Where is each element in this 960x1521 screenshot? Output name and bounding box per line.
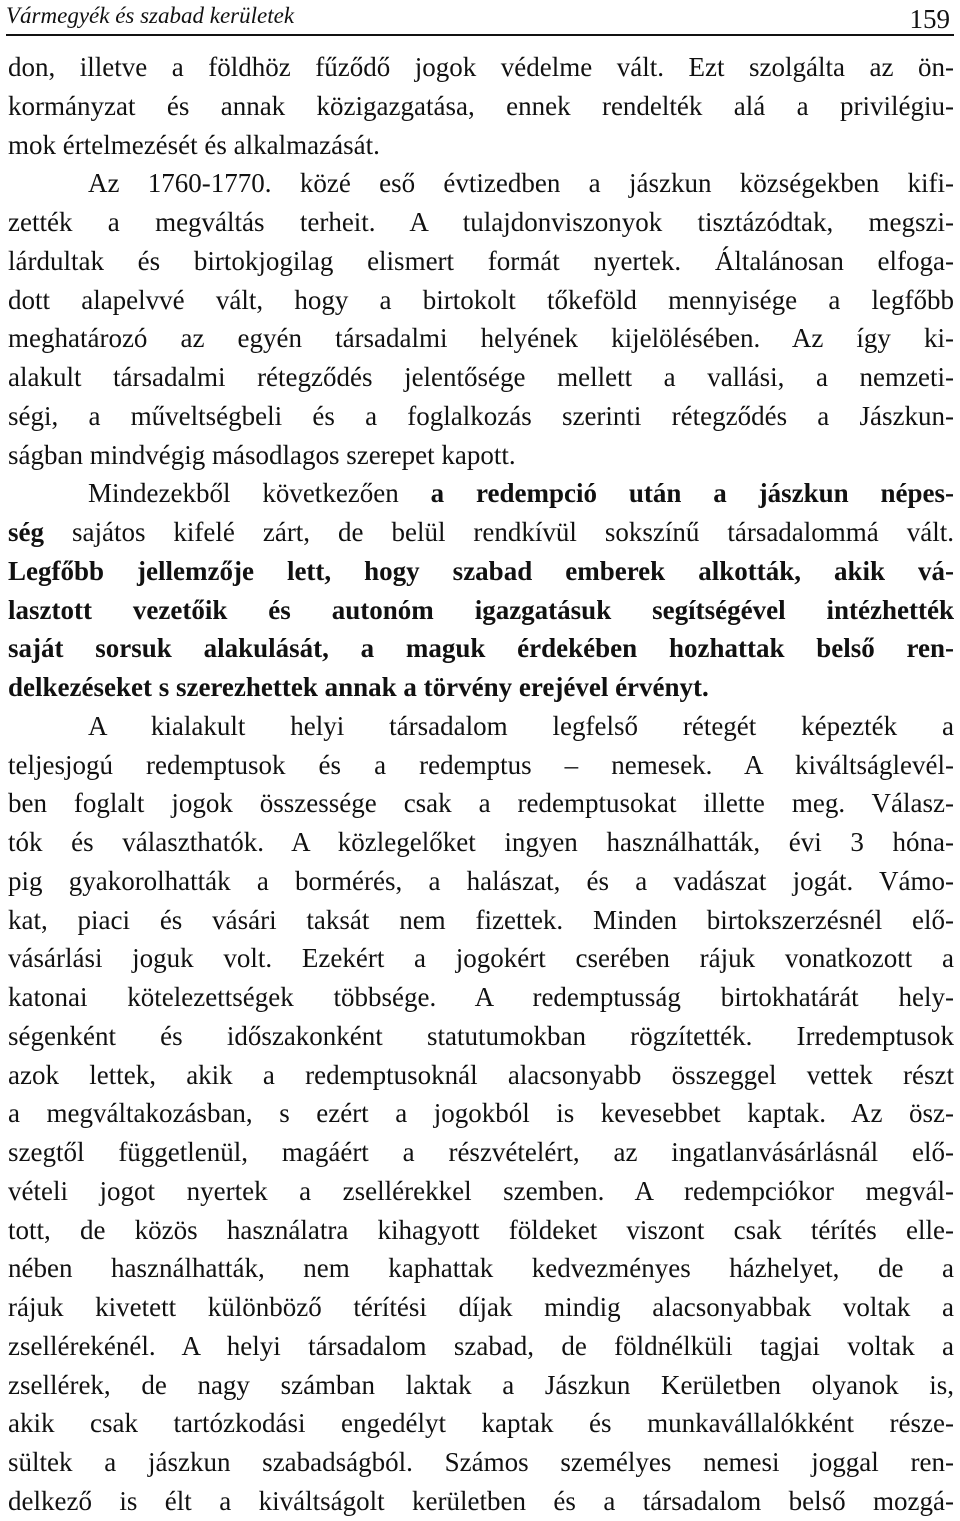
bold-text: lasztott vezetőik és autonóm igazgatásuk segítségével intézhették [8, 594, 954, 625]
text-line [8, 1366, 954, 1405]
bold-text: Legfőbb jellemzője lett, hogy szabad emberek alkották, akik vá- [8, 555, 954, 586]
line-text: nében használhatták, nem kaphattak kedvezményes házhelyet, de a [8, 1253, 954, 1284]
text-line [8, 513, 954, 552]
line-text: teljesjogú redemptusok és a redemptus – nemesek. A kiváltságlevél- [8, 749, 954, 780]
text-line [8, 1327, 954, 1366]
text-line [8, 358, 954, 397]
bold-text: a redempció után a jászkun népes- [430, 478, 954, 509]
running-title: Vármegyék és szabad kerületek [6, 3, 295, 28]
text-line [8, 1288, 954, 1327]
text-line [8, 823, 954, 862]
text-line [8, 1094, 954, 1133]
line-text: lárdultak és birtokjogilag elismert formát nyertek. Általánosan elfoga- [8, 245, 954, 276]
text-line [8, 474, 954, 513]
line-text: Az 1760-1770. közé eső évtizedben a jászkun községekben kifi- [88, 168, 954, 199]
text-line [8, 1133, 954, 1172]
bold-text: ség [8, 517, 44, 547]
text-line [8, 862, 954, 901]
line-text: sajátos kifelé zárt, de belül rendkívül sokszínű társadalommá vált. [44, 517, 954, 547]
text-line [8, 1404, 954, 1443]
text-line [8, 203, 954, 242]
text-line [8, 707, 954, 746]
text-line [8, 746, 954, 785]
text-line [8, 668, 954, 707]
line-text: ségi, a műveltségbeli és a foglalkozás szerinti rétegződés a Jászkun- [8, 400, 954, 431]
line-text: zsellérekénél. A helyi társadalom szabad, de földnélküli tagjai voltak a [8, 1330, 954, 1361]
line-text: kat, piaci és vásári taksát nem fizettek. Minden birtokszerzésnél elő- [8, 904, 954, 935]
line-text: A kialakult helyi társadalom legfelső rétegét képezték a [88, 710, 954, 741]
line-text: azok lettek, akik a redemptusoknál alacsonyabb összeggel vettek részt [8, 1059, 954, 1090]
text-line [8, 552, 954, 591]
line-text: akik csak tartózkodási engedélyt kaptak és munkavállalókként része- [8, 1408, 954, 1439]
text-line [8, 1482, 954, 1521]
line-text: zették a megváltás terheit. A tulajdonviszonyok tisztázódtak, megszi- [8, 207, 954, 237]
text-line [8, 591, 954, 630]
page-number: 159 [909, 4, 950, 34]
text-line [8, 629, 954, 668]
bold-text: saját sorsuk alakulását, a maguk érdekében hozhattak belső ren- [8, 633, 954, 664]
line-text: Mindezekből következően [88, 478, 431, 509]
line-text: vételi jogot nyertek a zsellérekkel szemben. A redempciókor megvál- [8, 1175, 954, 1206]
text-line [8, 1172, 954, 1211]
text-line [8, 87, 954, 126]
line-text: ben foglalt jogok összessége csak a redemptusokat illette meg. Válasz- [8, 788, 954, 819]
text-line [8, 126, 954, 165]
text-line [8, 281, 954, 320]
line-text: kormányzat és annak közigazgatása, ennek rendelték alá a privilégiu- [8, 90, 954, 121]
line-text: tók és választhatók. A közlegelőket ingyen használhatták, évi 3 hóna- [8, 827, 954, 857]
text-line [8, 1443, 954, 1482]
text-line [8, 164, 954, 203]
header-rule [6, 34, 954, 36]
line-text: pig gyakorolhatták a bormérés, a halászat, és a vadászat jogát. Vámo- [8, 865, 954, 896]
page-header [6, 0, 954, 34]
text-line [8, 1249, 954, 1288]
text-line [8, 939, 954, 978]
text-line [8, 48, 954, 87]
line-text: sültek a jászkun szabadságból. Számos személyes nemesi joggal ren- [8, 1447, 954, 1477]
line-text: ségenként és időszakonként statutumokban rögzítették. Irredemptusok [8, 1020, 954, 1051]
line-text: szegtől függetlenül, magáért a részvételért, az ingatlanvásárlásnál elő- [8, 1137, 954, 1167]
text-line [8, 319, 954, 358]
line-text: delkező is élt a kiváltságolt kerületben és a társadalom belső mozgá- [8, 1485, 954, 1516]
text-line [8, 1056, 954, 1095]
text-line [8, 397, 954, 436]
bold-text: delkezéseket s szerezhettek annak a törvény erejével érvényt. [8, 672, 709, 702]
line-text: rájuk kivetett különböző térítési díjak mindig alacsonyabbak voltak a [8, 1292, 954, 1322]
text-line [8, 436, 954, 475]
line-text: vásárlási joguk volt. Ezekért a jogokért cserében rájuk vonatkozott a [8, 943, 954, 974]
text-line [8, 1017, 954, 1056]
line-text: dott alapelvvé vált, hogy a birtokolt tőkeföld mennyisége a legfőbb [8, 284, 954, 315]
text-line [8, 1211, 954, 1250]
line-text: zsellérek, de nagy számban laktak a Jászkun Kerületben olyanok is, [8, 1369, 954, 1400]
body-text [8, 48, 954, 1521]
line-text: tott, de közös használatra kihagyott földeket viszont csak térítés elle- [8, 1214, 954, 1245]
line-text: katonai kötelezettségek többsége. A redemptusság birtokhatárát hely- [8, 982, 954, 1012]
text-line [8, 978, 954, 1017]
line-text: mok értelmezését és alkalmazását. [8, 129, 380, 160]
line-text: ságban mindvégig másodlagos szerepet kapott. [8, 439, 516, 470]
line-text: don, illetve a földhöz fűződő jogok védelme vált. Ezt szolgálta az ön- [8, 52, 954, 82]
line-text: a megváltakozásban, s ezért a jogokból is kevesebbet kaptak. Az ösz- [8, 1098, 954, 1129]
text-line [8, 242, 954, 281]
text-line [8, 901, 954, 940]
line-text: meghatározó az egyén társadalmi helyének kijelölésében. Az így ki- [8, 323, 954, 354]
text-line [8, 784, 954, 823]
line-text: alakult társadalmi rétegződés jelentősége mellett a vallási, a nemzeti- [8, 362, 954, 392]
